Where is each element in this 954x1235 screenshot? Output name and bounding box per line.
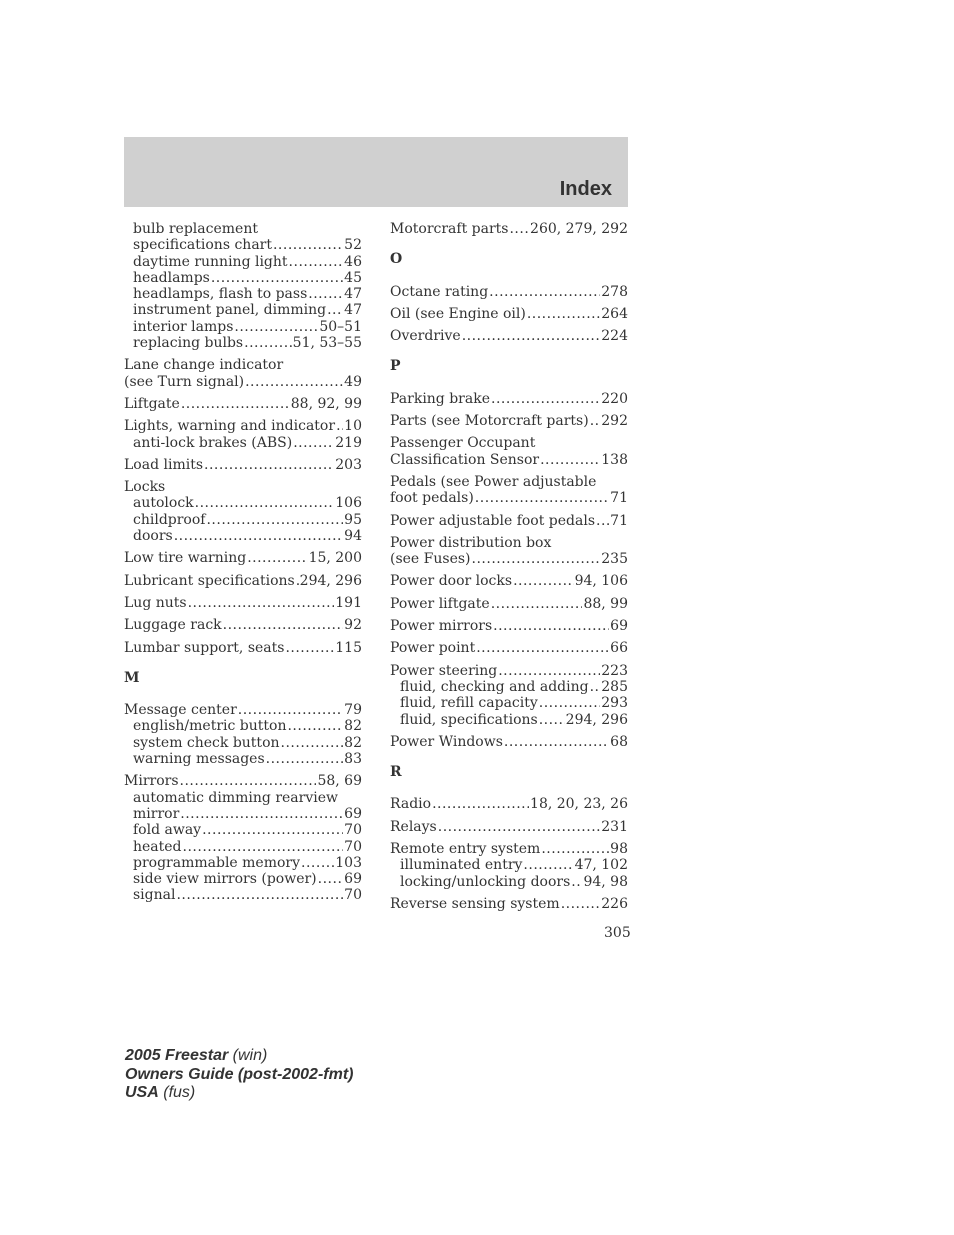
index-entry [124,573,362,589]
entry-label: Message center [124,702,237,719]
index-row [390,413,628,429]
dot-leader [180,773,317,789]
entry-pages: 70 [344,887,362,904]
entry-label: Overdrive [390,328,461,345]
entry-label: system check button [133,734,280,751]
dot-leader [498,663,600,679]
entry-label: (see Turn signal) [124,373,245,390]
index-row [390,490,628,506]
entry-pages: 203 [335,456,362,473]
index-row [390,896,628,912]
dot-leader [296,573,299,589]
index-column-right [390,221,628,918]
section-letter: P [390,358,401,375]
dot-leader [289,254,344,270]
dot-leader [174,528,343,544]
dot-leader [489,284,600,300]
footer-model-code: (win) [232,1047,268,1064]
index-entry [390,413,628,429]
footer-market-code: (fus) [163,1084,196,1101]
footer-market: USA [125,1084,159,1101]
entry-label: Power mirrors [390,618,493,635]
index-row [390,695,628,711]
entry-pages: 278 [601,283,628,300]
dot-leader [590,413,601,429]
index-row [124,735,362,751]
dot-leader [539,712,565,728]
entry-label: specifications chart [133,237,272,254]
entry-pages: 69 [344,805,362,822]
entry-pages: 83 [344,751,362,768]
dot-leader [493,618,609,634]
page-number: 305 [604,925,631,941]
entry-label: (see Fuses) [390,551,471,568]
dot-leader [195,495,335,511]
dot-leader [181,396,290,412]
index-entry [124,221,362,351]
dot-leader [541,841,609,857]
index-row [390,551,628,567]
entry-pages: 70 [344,838,362,855]
index-row [124,302,362,318]
entry-pages: 88, 99 [583,595,628,612]
entry-label: heated [133,838,182,855]
index-entry [390,513,628,529]
index-row [390,874,628,890]
entry-label: fluid, checking and adding [400,678,589,695]
entry-pages: 219 [335,434,362,451]
index-row [124,573,362,589]
dot-leader [281,735,344,751]
index-entry [124,479,362,544]
dot-leader [204,457,334,473]
entry-pages: 58, 69 [317,773,362,790]
dot-leader [180,806,343,822]
dot-leader [462,328,601,344]
entry-pages: 47 [344,302,362,319]
entry-pages: 10 [344,418,362,435]
entry-pages: 88, 92, 99 [290,395,362,412]
footer-model: 2005 Freestar [125,1047,229,1064]
section-letter: M [124,669,140,686]
index-row [390,474,628,490]
entry-label: english/metric button [133,718,287,735]
entry-label: fold away [133,822,202,839]
entry-label: Power point [390,640,476,657]
entry-label: Mirrors [124,773,179,790]
entry-label: doors [133,528,173,545]
entry-pages: 224 [601,328,628,345]
dot-leader [318,871,344,887]
entry-pages: 94, 106 [574,573,628,590]
index-entry [390,896,628,912]
dot-leader [234,319,318,335]
entry-label: Low tire warning [124,550,247,567]
entry-label: warning messages [133,751,265,768]
index-entry [390,596,628,612]
entry-label: Power door locks [390,573,513,590]
dot-leader [247,550,307,566]
index-row [390,712,628,728]
entry-label: anti-lock brakes (ABS) [133,434,293,451]
index-row [124,254,362,270]
entry-pages: 293 [601,695,628,712]
entry-label: locking/unlocking doors [400,873,571,890]
entry-label: Power Windows [390,733,503,750]
index-row [390,435,628,451]
index-row [390,618,628,634]
index-row [124,640,362,656]
entry-label: Lumbar support, seats [124,639,285,656]
entry-label: Remote entry system [390,841,541,858]
entry-label: bulb replacement [133,221,258,237]
entry-pages: 47, 102 [574,857,628,874]
index-row [390,679,628,695]
entry-pages: 45 [344,269,362,286]
index-entry [124,396,362,412]
entry-pages: 18, 20, 23, 26 [530,796,628,813]
dot-leader [188,595,335,611]
index-row [390,663,628,679]
index-entry [124,550,362,566]
index-row [390,640,628,656]
index-row [390,796,628,812]
index-row [124,357,362,373]
dot-leader [336,418,343,434]
entry-label: daytime running light [133,253,288,270]
section-letter: O [390,251,403,268]
index-entry [390,841,628,890]
entry-label: signal [133,887,176,904]
entry-label: Lug nuts [124,594,187,611]
footer-guide: Owners Guide (post-2002-fmt) [125,1065,354,1083]
index-row [124,617,362,633]
index-row [124,773,362,789]
index-row [124,512,362,528]
index-row [124,396,362,412]
entry-pages: 15, 200 [308,550,362,567]
entry-pages: 292 [601,413,628,430]
index-entry [390,573,628,589]
entry-label: autolock [133,495,194,512]
dot-leader [504,734,609,750]
header-band [124,137,628,207]
index-row [124,528,362,544]
entry-label: headlamps [133,269,210,286]
entry-label: Octane rating [390,283,489,300]
index-row [390,734,628,750]
entry-pages: 69 [344,871,362,888]
index-row [390,573,628,589]
entry-label: replacing bulbs [133,335,244,352]
dot-leader [432,796,529,812]
index-entry [390,435,628,468]
index-row [124,822,362,838]
entry-label: Passenger Occupant [390,435,536,452]
index-row [124,335,362,351]
entry-pages: 220 [601,390,628,407]
dot-leader [266,751,344,767]
entry-label: Power adjustable foot pedals [390,512,596,529]
entry-pages: 98 [610,841,628,858]
entry-pages: 285 [601,678,628,695]
entry-label: Power distribution box [390,534,552,551]
index-row [124,221,362,237]
entry-pages: 294, 296 [565,711,628,728]
entry-label: Pedals (see Power adjustable [390,473,597,490]
index-entry [390,221,628,237]
entry-pages: 79 [344,702,362,719]
entry-label: headlamps, flash to pass [133,286,308,303]
index-row [390,284,628,300]
index-row [390,841,628,857]
entry-label: illuminated entry [400,857,523,874]
dot-leader [223,617,344,633]
dot-leader [491,596,583,612]
dot-leader [285,640,334,656]
index-row [390,452,628,468]
index-row [390,391,628,407]
index-row [124,871,362,887]
index-entry [124,418,362,451]
index-entry [390,640,628,656]
entry-pages: 94, 98 [583,873,628,890]
entry-label: fluid, refill capacity [400,695,538,712]
entry-label: Radio [390,796,432,813]
entry-pages: 46 [344,253,362,270]
entry-pages: 95 [344,511,362,528]
index-row [124,790,362,806]
dot-leader [476,640,609,656]
index-entry [390,391,628,407]
index-entry [390,284,628,300]
entry-label: Classification Sensor [390,451,540,468]
entry-pages: 71 [610,490,628,507]
entry-pages: 264 [601,305,628,322]
entry-pages: 70 [344,822,362,839]
index-row [390,819,628,835]
index-row [124,806,362,822]
entry-label: automatic dimming rearview [133,789,339,806]
entry-label: Reverse sensing system [390,895,560,912]
index-entry [124,773,362,903]
index-row [124,702,362,718]
entry-label: Power steering [390,662,498,679]
entry-label: fluid, specifications [400,711,538,728]
index-row [124,718,362,734]
index-row [390,221,628,237]
index-row [124,855,362,871]
dot-leader [287,718,343,734]
index-entry [390,306,628,322]
index-row [124,839,362,855]
index-entry [390,734,628,750]
dot-leader [183,839,344,855]
dot-leader [596,513,609,529]
page-title: Index [559,178,612,200]
index-row [124,319,362,335]
entry-pages: 231 [601,818,628,835]
entry-pages: 294, 296 [299,572,362,589]
entry-pages: 52 [344,237,362,254]
index-row [124,435,362,451]
document-footer [125,1047,353,1103]
entry-pages: 223 [601,662,628,679]
dot-leader [238,702,343,718]
section-letter: R [390,764,402,781]
entry-pages: 260, 279, 292 [530,221,628,237]
dot-leader [523,857,573,873]
index-column-left [124,221,362,910]
index-row [124,495,362,511]
entry-label: Relays [390,818,437,835]
index-row [124,595,362,611]
dot-leader [491,391,600,407]
entry-pages: 94 [344,528,362,545]
index-row [124,887,362,903]
index-row [390,513,628,529]
dot-leader [527,306,600,322]
dot-leader [540,452,600,468]
dot-leader [202,822,343,838]
entry-label: Load limits [124,456,204,473]
entry-label: instrument panel, dimming [133,302,327,319]
index-entry [124,457,362,473]
dot-leader [211,270,343,286]
entry-label: Lights, warning and indicator [124,418,336,435]
index-row [124,418,362,434]
dot-leader [590,679,601,695]
entry-pages: 47 [344,286,362,303]
dot-leader [176,887,343,903]
dot-leader [438,819,601,835]
dot-leader [293,435,334,451]
entry-label: Parts (see Motorcraft parts) [390,413,589,430]
index-entry [390,618,628,634]
index-row [390,596,628,612]
dot-leader [509,221,529,237]
index-row [124,751,362,767]
entry-label: Liftgate [124,395,180,412]
entry-label: Luggage rack [124,617,222,634]
index-entry [124,640,362,656]
entry-label: side view mirrors (power) [133,871,317,888]
index-entry [390,663,628,728]
entry-label: mirror [133,805,180,822]
entry-label: Oil (see Engine oil) [390,305,526,322]
dot-leader [273,237,343,253]
entry-pages: 49 [344,373,362,390]
index-entry [390,819,628,835]
entry-pages: 69 [610,618,628,635]
entry-pages: 51, 53–55 [292,335,362,352]
index-entry [124,595,362,611]
dot-leader [571,874,582,890]
index-row [124,237,362,253]
dot-leader [475,490,609,506]
entry-pages: 82 [344,734,362,751]
entry-label: Motorcraft parts [390,221,509,237]
entry-label: programmable memory [133,854,301,871]
index-row [390,306,628,322]
dot-leader [301,855,334,871]
entry-pages: 50–51 [319,318,362,335]
entry-label: Lane change indicator [124,357,284,374]
entry-pages: 226 [601,895,628,912]
dot-leader [308,286,343,302]
entry-label: Locks [124,479,166,496]
index-row [124,286,362,302]
index-row [124,374,362,390]
index-entry [390,535,628,568]
entry-label: Parking brake [390,390,490,407]
entry-label: Lubricant specifications [124,572,295,589]
entry-pages: 92 [344,617,362,634]
entry-label: interior lamps [133,318,234,335]
entry-pages: 191 [335,594,362,611]
entry-label: Power liftgate [390,595,490,612]
dot-leader [206,512,343,528]
index-row [124,457,362,473]
index-row [124,270,362,286]
entry-pages: 103 [335,854,362,871]
dot-leader [245,374,343,390]
index-row [124,479,362,495]
index-row [124,550,362,566]
entry-pages: 115 [335,639,362,656]
index-row [390,535,628,551]
entry-label: foot pedals) [390,490,474,507]
index-entry [390,474,628,507]
index-entry [124,617,362,633]
entry-pages: 106 [335,495,362,512]
dot-leader [244,335,292,351]
index-entry [390,328,628,344]
entry-pages: 138 [601,451,628,468]
index-entry [124,702,362,767]
entry-pages: 71 [610,512,628,529]
dot-leader [327,302,343,318]
index-entry [124,357,362,390]
entry-pages: 66 [610,640,628,657]
index-row [390,328,628,344]
dot-leader [472,551,601,567]
entry-pages: 235 [601,551,628,568]
index-entry [390,796,628,812]
dot-leader [513,573,573,589]
entry-pages: 68 [610,733,628,750]
entry-label: childproof [133,511,206,528]
entry-pages: 82 [344,718,362,735]
index-row [390,857,628,873]
dot-leader [561,896,601,912]
dot-leader [539,695,601,711]
